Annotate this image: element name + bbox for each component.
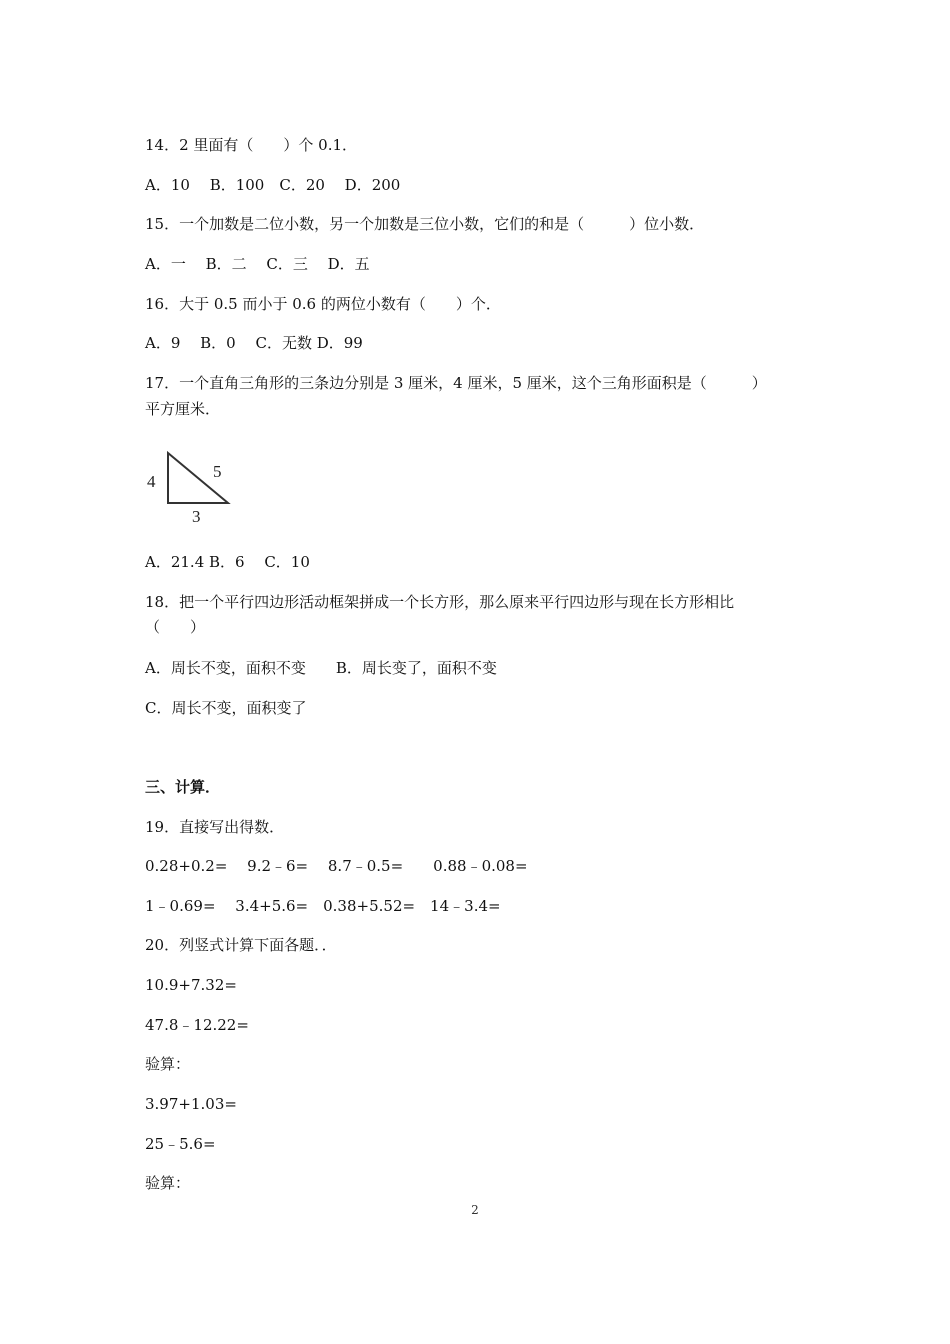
q20-item-3: 3.97+1.03=: [145, 1095, 237, 1113]
q19-stem: 19．直接写出得数．: [145, 818, 285, 836]
q17-stem: 17．一个直角三角形的三条边分别是 3 厘米，4 厘米，5 厘米，这个三角形面积是（ ）: [145, 374, 767, 392]
triangle-label-hypotenuse: 5: [213, 462, 222, 481]
page-number: 2: [471, 1203, 479, 1217]
check-label-2: 验算：: [145, 1174, 191, 1192]
q14-options: A．10 B．100 C．20 D．200: [145, 176, 401, 194]
q17-stem-cont: 平方厘米．: [145, 400, 221, 418]
triangle-label-bottom: 3: [192, 507, 201, 525]
triangle-label-left: 4: [147, 472, 156, 491]
section-heading: 三、计算．: [145, 778, 221, 796]
q18-stem: 18．把一个平行四边形活动框架拼成一个长方形，那么原来平行四边形与现在长方形相比: [145, 593, 735, 611]
q18-options-c: C．周长不变，面积变了: [145, 699, 307, 717]
q18-stem-cont: （ ）: [145, 618, 206, 636]
q16-options: A．9 B．0 C．无数 D．99: [145, 334, 363, 352]
triangle-figure: [143, 443, 233, 525]
q19-row-1: 0.28+0.2= 9.2﹣6= 8.7﹣0.5= 0.88﹣0.08=: [145, 857, 528, 875]
q17-options: A．21.4 B．6 C．10: [145, 553, 310, 571]
q15-options: A．一 B．二 C．三 D．五: [145, 255, 370, 273]
q20-item-2: 47.8﹣12.22=: [145, 1016, 249, 1034]
q20-stem: 20．列竖式计算下面各题．．: [145, 936, 337, 954]
q20-item-1: 10.9+7.32=: [145, 976, 237, 994]
q18-options-ab: A．周长不变，面积不变 B．周长变了，面积不变: [145, 659, 497, 677]
check-label-1: 验算：: [145, 1055, 191, 1073]
q15-stem: 15．一个加数是二位小数，另一个加数是三位小数，它们的和是（ ）位小数．: [145, 215, 705, 233]
q19-row-2: 1﹣0.69= 3.4+5.6= 0.38+5.52= 14﹣3.4=: [145, 897, 501, 915]
q20-item-4: 25﹣5.6=: [145, 1135, 216, 1153]
q14-stem: 14．2 里面有（ ）个 0.1．: [145, 136, 358, 154]
q16-stem: 16．大于 0.5 而小于 0.6 的两位小数有（ ）个．: [145, 295, 501, 313]
